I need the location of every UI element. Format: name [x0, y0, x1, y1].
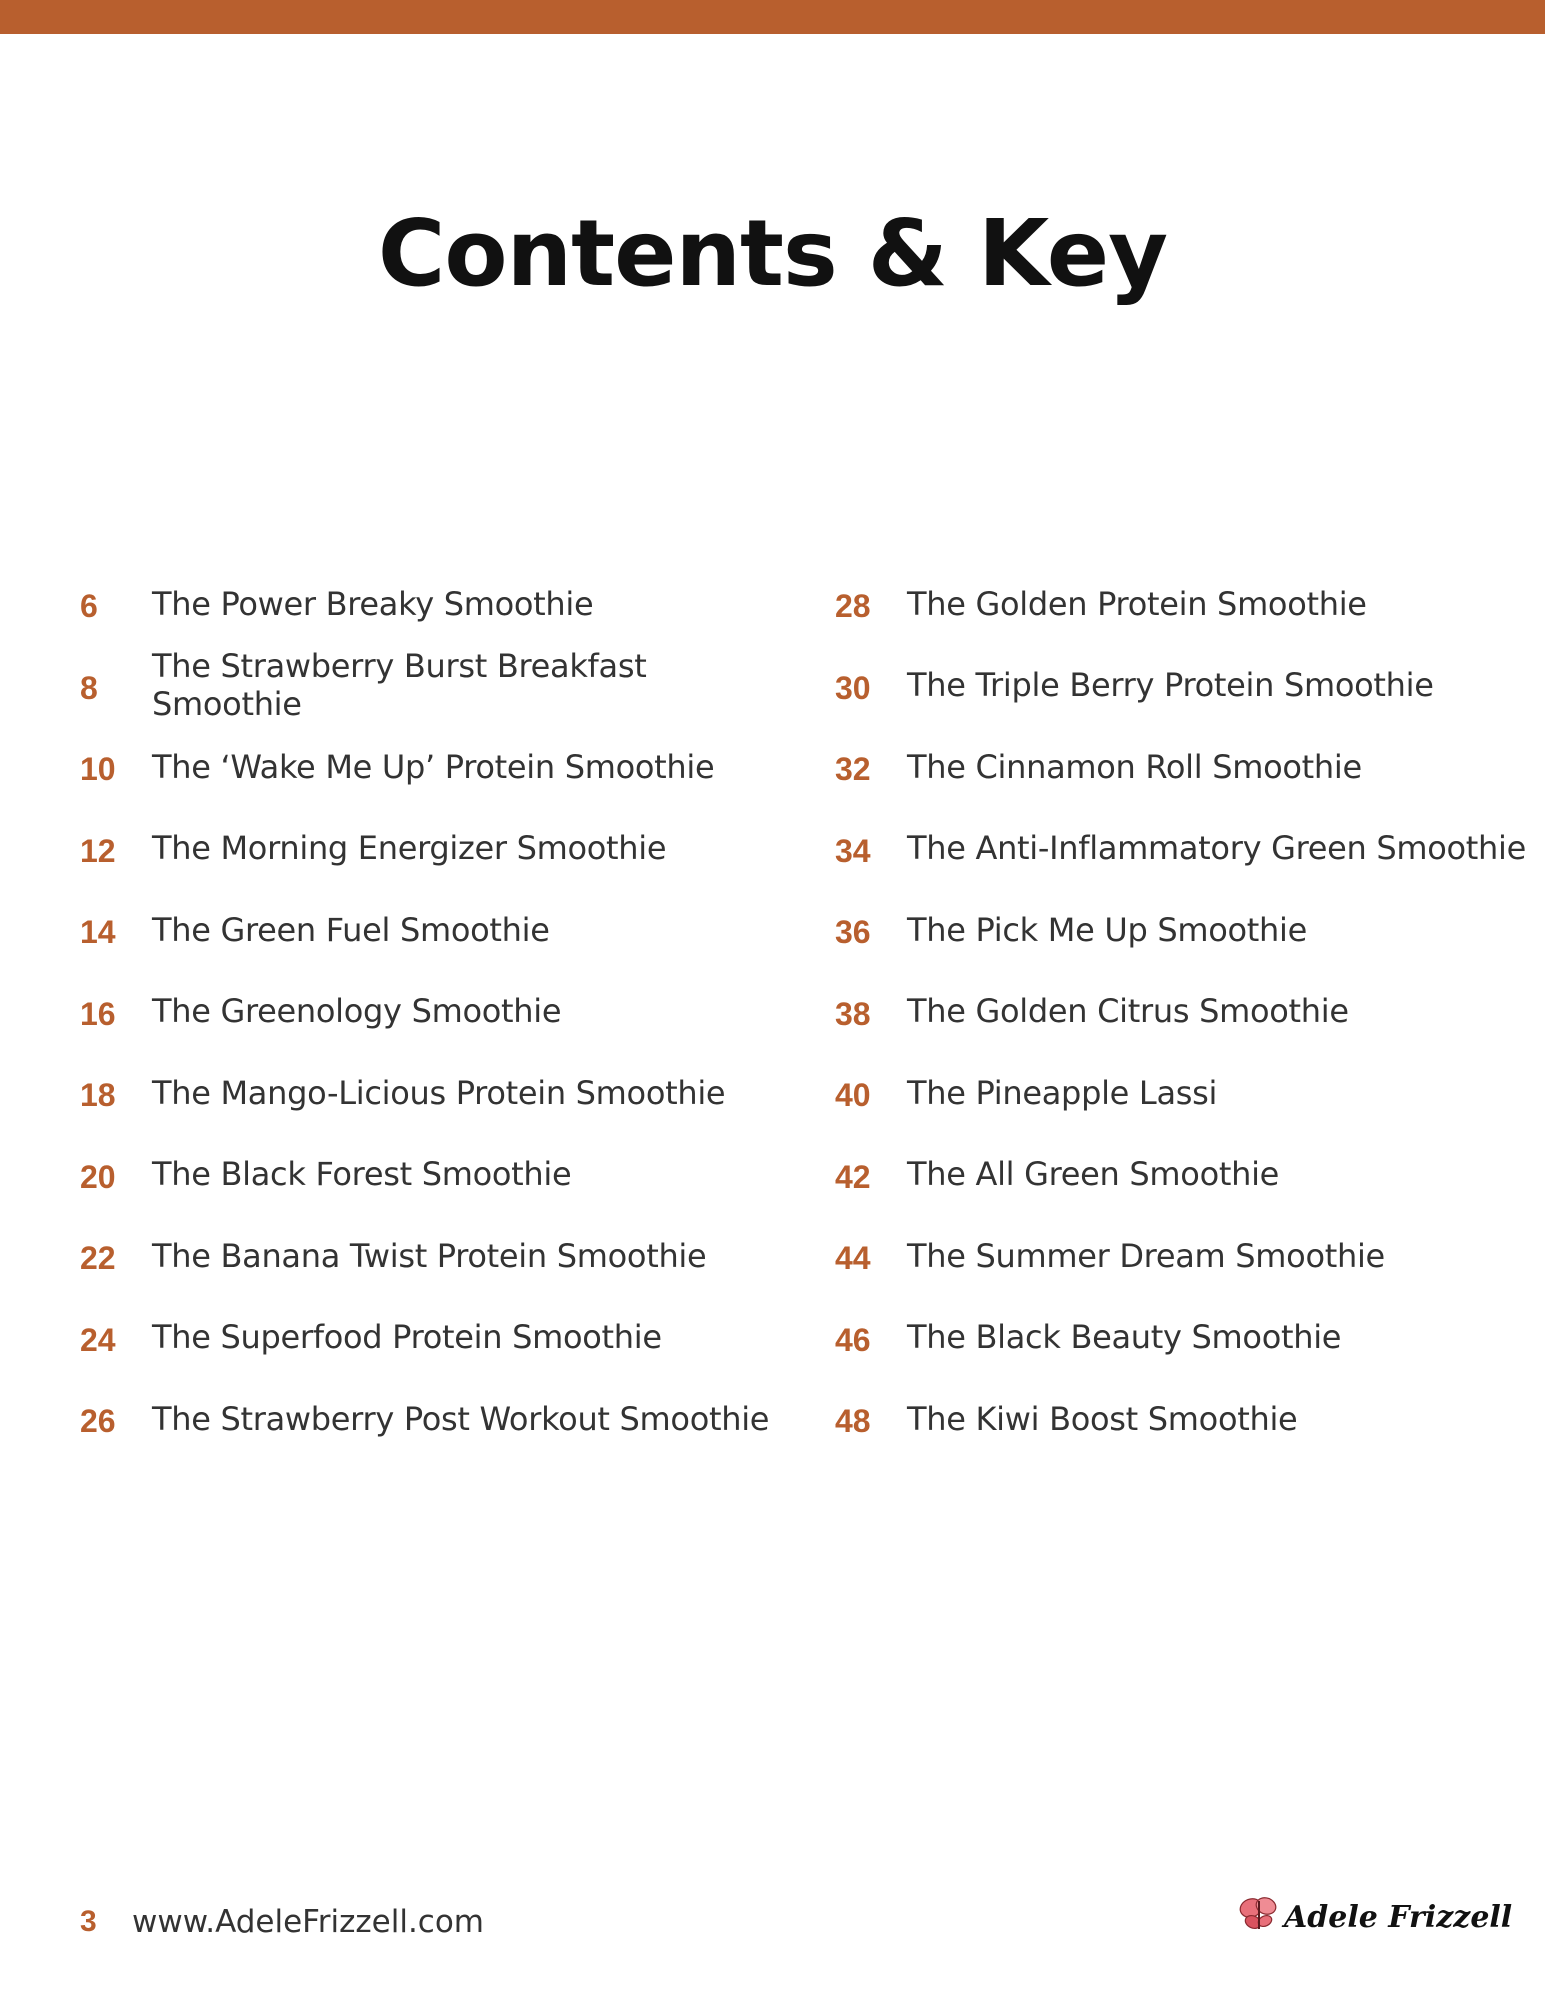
- toc-item[interactable]: [80, 808, 800, 890]
- toc-item-title: The Black Beauty Smoothie: [907, 1318, 1342, 1357]
- toc-item-title: The Anti-Inflammatory Green Smoothie: [907, 829, 1526, 868]
- toc-item-title: The Green Fuel Smoothie: [152, 910, 550, 949]
- toc-item-title: The Strawberry Post Workout Smoothie: [152, 1399, 770, 1438]
- toc-page-number: 14: [80, 914, 116, 951]
- toc-item-title: The Strawberry Burst Breakfast Smoothie: [152, 647, 647, 724]
- toc-page-number: 6: [80, 588, 98, 625]
- toc-left-column: [80, 563, 800, 1460]
- toc-item[interactable]: [835, 971, 1545, 1053]
- toc-item-title: The Pineapple Lassi: [907, 1073, 1218, 1112]
- toc-item[interactable]: [80, 1052, 800, 1134]
- toc-item[interactable]: [835, 645, 1545, 727]
- toc-page-number: 40: [835, 1077, 871, 1114]
- toc-item-title: The Power Breaky Smoothie: [152, 584, 594, 623]
- toc-page-number: 16: [80, 995, 116, 1032]
- brand-logo: [1238, 1895, 1512, 1940]
- toc-item-title: The Black Forest Smoothie: [152, 1155, 572, 1194]
- toc-item-title: The Greenology Smoothie: [152, 992, 562, 1031]
- toc-page-number: 20: [80, 1158, 116, 1195]
- toc-page-number: 42: [835, 1158, 871, 1195]
- toc-item[interactable]: [835, 808, 1545, 890]
- toc-item[interactable]: [835, 1052, 1545, 1134]
- footer-website-link[interactable]: www.AdeleFrizzell.com: [132, 1904, 485, 1940]
- top-accent-bar: [0, 0, 1545, 34]
- toc-page-number: 38: [835, 995, 871, 1032]
- toc-item[interactable]: [80, 563, 800, 645]
- butterfly-icon: [1238, 1895, 1282, 1940]
- toc-item[interactable]: [835, 1134, 1545, 1216]
- toc-page-number: 28: [835, 588, 871, 625]
- toc-page-number: 26: [80, 1403, 116, 1440]
- toc-page-number: 10: [80, 751, 116, 788]
- toc-page-number: 34: [835, 832, 871, 869]
- toc-item-title: The Kiwi Boost Smoothie: [907, 1399, 1298, 1438]
- toc-item[interactable]: [835, 563, 1545, 645]
- toc-right-column: [835, 563, 1545, 1460]
- toc-page-number: 12: [80, 832, 116, 869]
- toc-item[interactable]: [835, 1297, 1545, 1379]
- toc-page-number: 46: [835, 1321, 871, 1358]
- toc-item[interactable]: [80, 1297, 800, 1379]
- toc-page-number: 36: [835, 914, 871, 951]
- toc-item-title: The Mango-Licious Protein Smoothie: [152, 1073, 726, 1112]
- toc-item-title: The Morning Energizer Smoothie: [152, 829, 667, 868]
- toc-page-number: 48: [835, 1403, 871, 1440]
- logo-wordmark: Adele Frizzell: [1284, 1900, 1513, 1935]
- toc-item[interactable]: [80, 889, 800, 971]
- toc-item-title: The Triple Berry Protein Smoothie: [907, 666, 1434, 705]
- toc-item[interactable]: [80, 1134, 800, 1216]
- page-title: Contents & Key: [377, 200, 1168, 307]
- toc-page-number: 30: [835, 669, 871, 706]
- toc-item-title: The Pick Me Up Smoothie: [907, 910, 1307, 949]
- toc-page-number: 22: [80, 1240, 116, 1277]
- toc-item[interactable]: [835, 1378, 1545, 1460]
- toc-item-title: The Banana Twist Protein Smoothie: [152, 1236, 707, 1275]
- toc-item-title: The All Green Smoothie: [907, 1155, 1280, 1194]
- toc-item-title: The Cinnamon Roll Smoothie: [907, 747, 1362, 786]
- toc-item[interactable]: [80, 1378, 800, 1460]
- toc-page-number: 24: [80, 1321, 116, 1358]
- toc-item[interactable]: [835, 1215, 1545, 1297]
- toc-item-title: The Summer Dream Smoothie: [907, 1236, 1385, 1275]
- toc-item-title: The Golden Protein Smoothie: [907, 584, 1367, 623]
- toc-item[interactable]: [835, 889, 1545, 971]
- toc-item-title: The Golden Citrus Smoothie: [907, 992, 1349, 1031]
- toc-item-title: The Superfood Protein Smoothie: [152, 1318, 662, 1357]
- toc-item[interactable]: [80, 1215, 800, 1297]
- toc-page-number: 18: [80, 1077, 116, 1114]
- toc-page-number: 44: [835, 1240, 871, 1277]
- toc-item[interactable]: [80, 971, 800, 1053]
- toc-item[interactable]: [80, 645, 800, 727]
- toc-item[interactable]: [835, 726, 1545, 808]
- toc-item-title: The ‘Wake Me Up’ Protein Smoothie: [152, 747, 715, 786]
- toc-page-number: 8: [80, 669, 98, 706]
- footer-page-number: 3: [80, 1905, 97, 1938]
- toc-page-number: 32: [835, 751, 871, 788]
- toc-item[interactable]: [80, 726, 800, 808]
